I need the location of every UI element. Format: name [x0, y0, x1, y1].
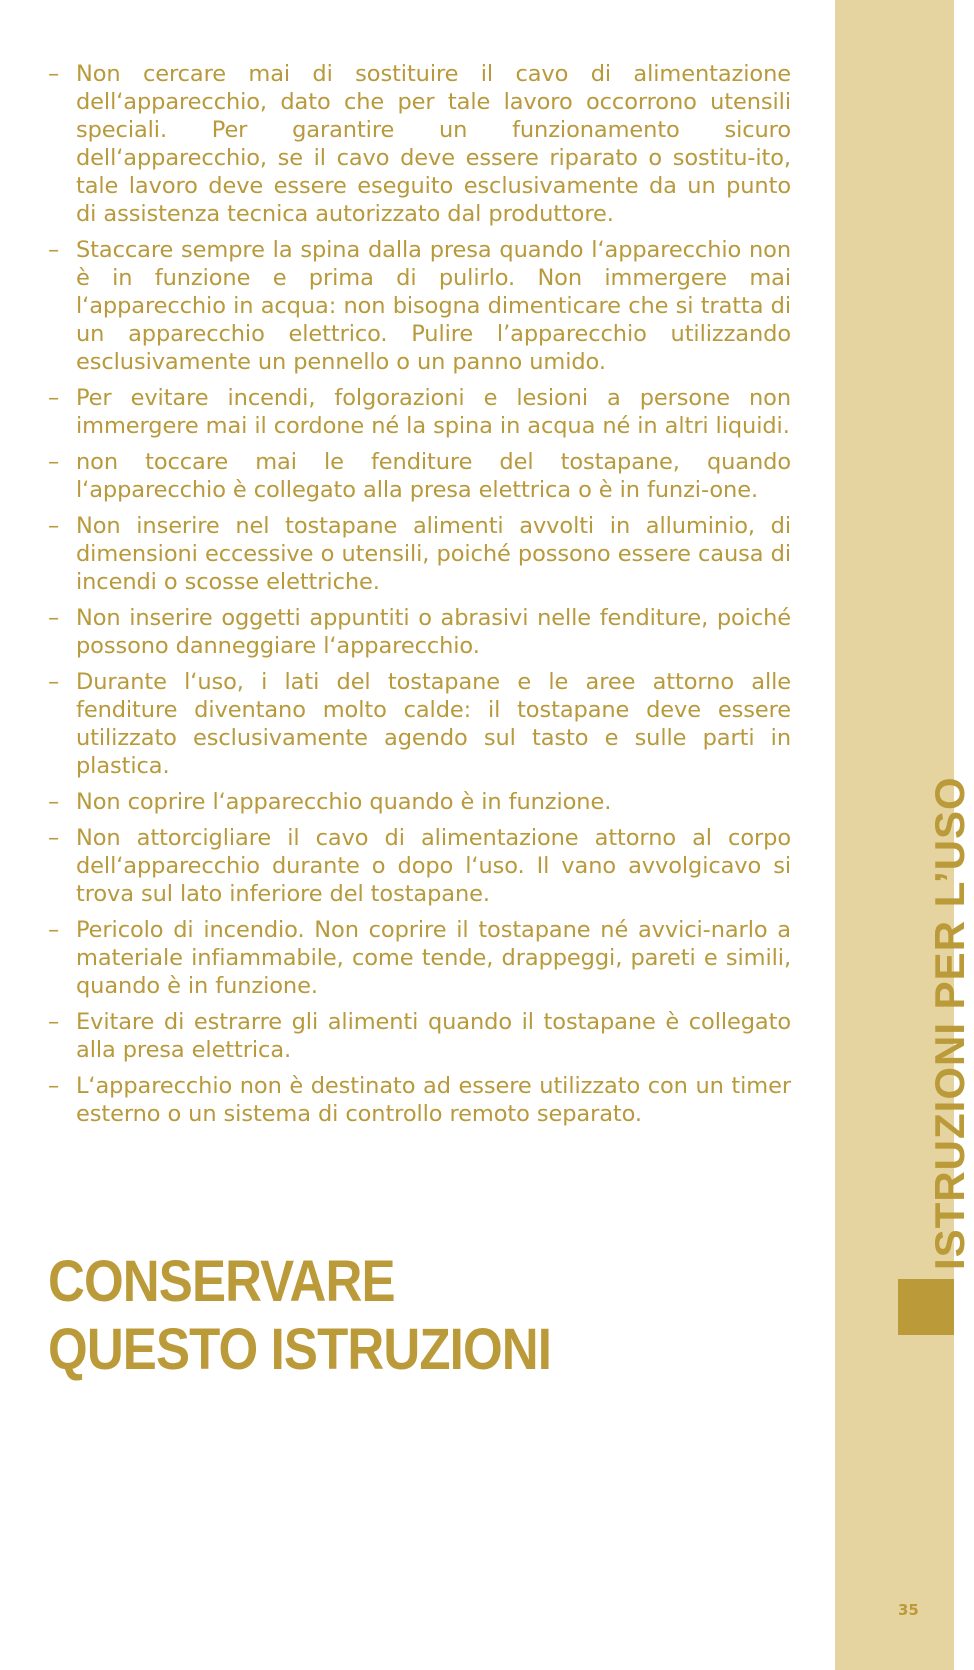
page-number: 35: [898, 1601, 919, 1619]
dash-bullet: –: [48, 237, 60, 263]
list-item: [48, 788, 791, 816]
heading-line-2: QUESTO ISTRUZIONI: [48, 1317, 552, 1382]
list-item-text: Evitare di estrarre gli alimenti quando il tostapane è collegato alla presa elettrica.: [76, 1009, 791, 1063]
dash-bullet: –: [48, 605, 60, 631]
instructions-content: [48, 60, 791, 1136]
list-item-text: Non attorcigliare il cavo di alimentazione attorno al corpo dell‘apparecchio durante o dopo l‘uso. Il vano avvolgicavo si trova sul lato inferiore del tostapane.: [76, 825, 791, 907]
dash-bullet: –: [48, 669, 60, 695]
dash-bullet: –: [48, 385, 60, 411]
list-item: [48, 236, 791, 376]
safety-instructions-list: [48, 60, 791, 1128]
dash-bullet: –: [48, 1009, 60, 1035]
list-item-text: Durante l‘uso, i lati del tostapane e le aree attorno alle fenditure diventano molto calde: il tostapane deve essere utilizzato esclusivamente agendo sul tasto e sulle parti in plastica.: [76, 669, 791, 779]
dash-bullet: –: [48, 61, 60, 87]
list-item: [48, 604, 791, 660]
list-item-text: L‘apparecchio non è destinato ad essere utilizzato con un timer esterno o un sistema di controllo remoto separato.: [76, 1073, 791, 1127]
list-item-text: Pericolo di incendio. Non coprire il tostapane né avvici-narlo a materiale infiammabile, come tende, drappeggi, pareti e simili, quando è in funzione.: [76, 917, 791, 999]
list-item: [48, 512, 791, 596]
section-marker-block: [898, 1279, 954, 1335]
list-item-text: Per evitare incendi, folgorazioni e lesioni a persone non immergere mai il cordone né la spina in acqua né in altri liquidi.: [76, 385, 791, 439]
dash-bullet: –: [48, 917, 60, 943]
list-item: [48, 60, 791, 228]
dash-bullet: –: [48, 513, 60, 539]
list-item-text: non toccare mai le fenditure del tostapane, quando l‘apparecchio è collegato alla presa elettrica o è in funzi-one.: [76, 449, 791, 503]
list-item: [48, 1008, 791, 1064]
sidebar-section-title: ISTRUZIONI PER L’USO: [926, 776, 973, 1270]
list-item: [48, 824, 791, 908]
list-item-text: Non inserire oggetti appuntiti o abrasivi nelle fenditure, poiché possono danneggiare l‘apparecchio.: [76, 605, 791, 659]
list-item: [48, 448, 791, 504]
list-item-text: Non cercare mai di sostituire il cavo di alimentazione dell‘apparecchio, dato che per tale lavoro occorrono utensili speciali. Per garantire un funzionamento sicuro dell‘apparecchio, se il cavo deve essere riparato o sostitu-ito, tale lavoro deve essere eseguito esclusivamente da un punto di assistenza tecnica autorizzato dal produttore.: [76, 61, 791, 227]
list-item: [48, 916, 791, 1000]
heading-line-1: CONSERVARE: [48, 1249, 395, 1314]
dash-bullet: –: [48, 789, 60, 815]
list-item-text: Staccare sempre la spina dalla presa quando l‘apparecchio non è in funzione e prima di pulirlo. Non immergere mai l‘apparecchio in acqua: non bisogna dimenticare che si tratta di un apparecchio elettrico. Pulire l’apparecchio utilizzando esclusivamente un pennello o un panno umido.: [76, 237, 791, 375]
list-item-text: Non inserire nel tostapane alimenti avvolti in alluminio, di dimensioni eccessive o utensili, poiché possono essere causa di incendi o scosse elettriche.: [76, 513, 791, 595]
list-item-text: Non coprire l‘apparecchio quando è in funzione.: [76, 789, 612, 815]
dash-bullet: –: [48, 1073, 60, 1099]
dash-bullet: –: [48, 825, 60, 851]
dash-bullet: –: [48, 449, 60, 475]
list-item: [48, 1072, 791, 1128]
section-heading: [48, 1248, 699, 1384]
list-item: [48, 668, 791, 780]
list-item: [48, 384, 791, 440]
